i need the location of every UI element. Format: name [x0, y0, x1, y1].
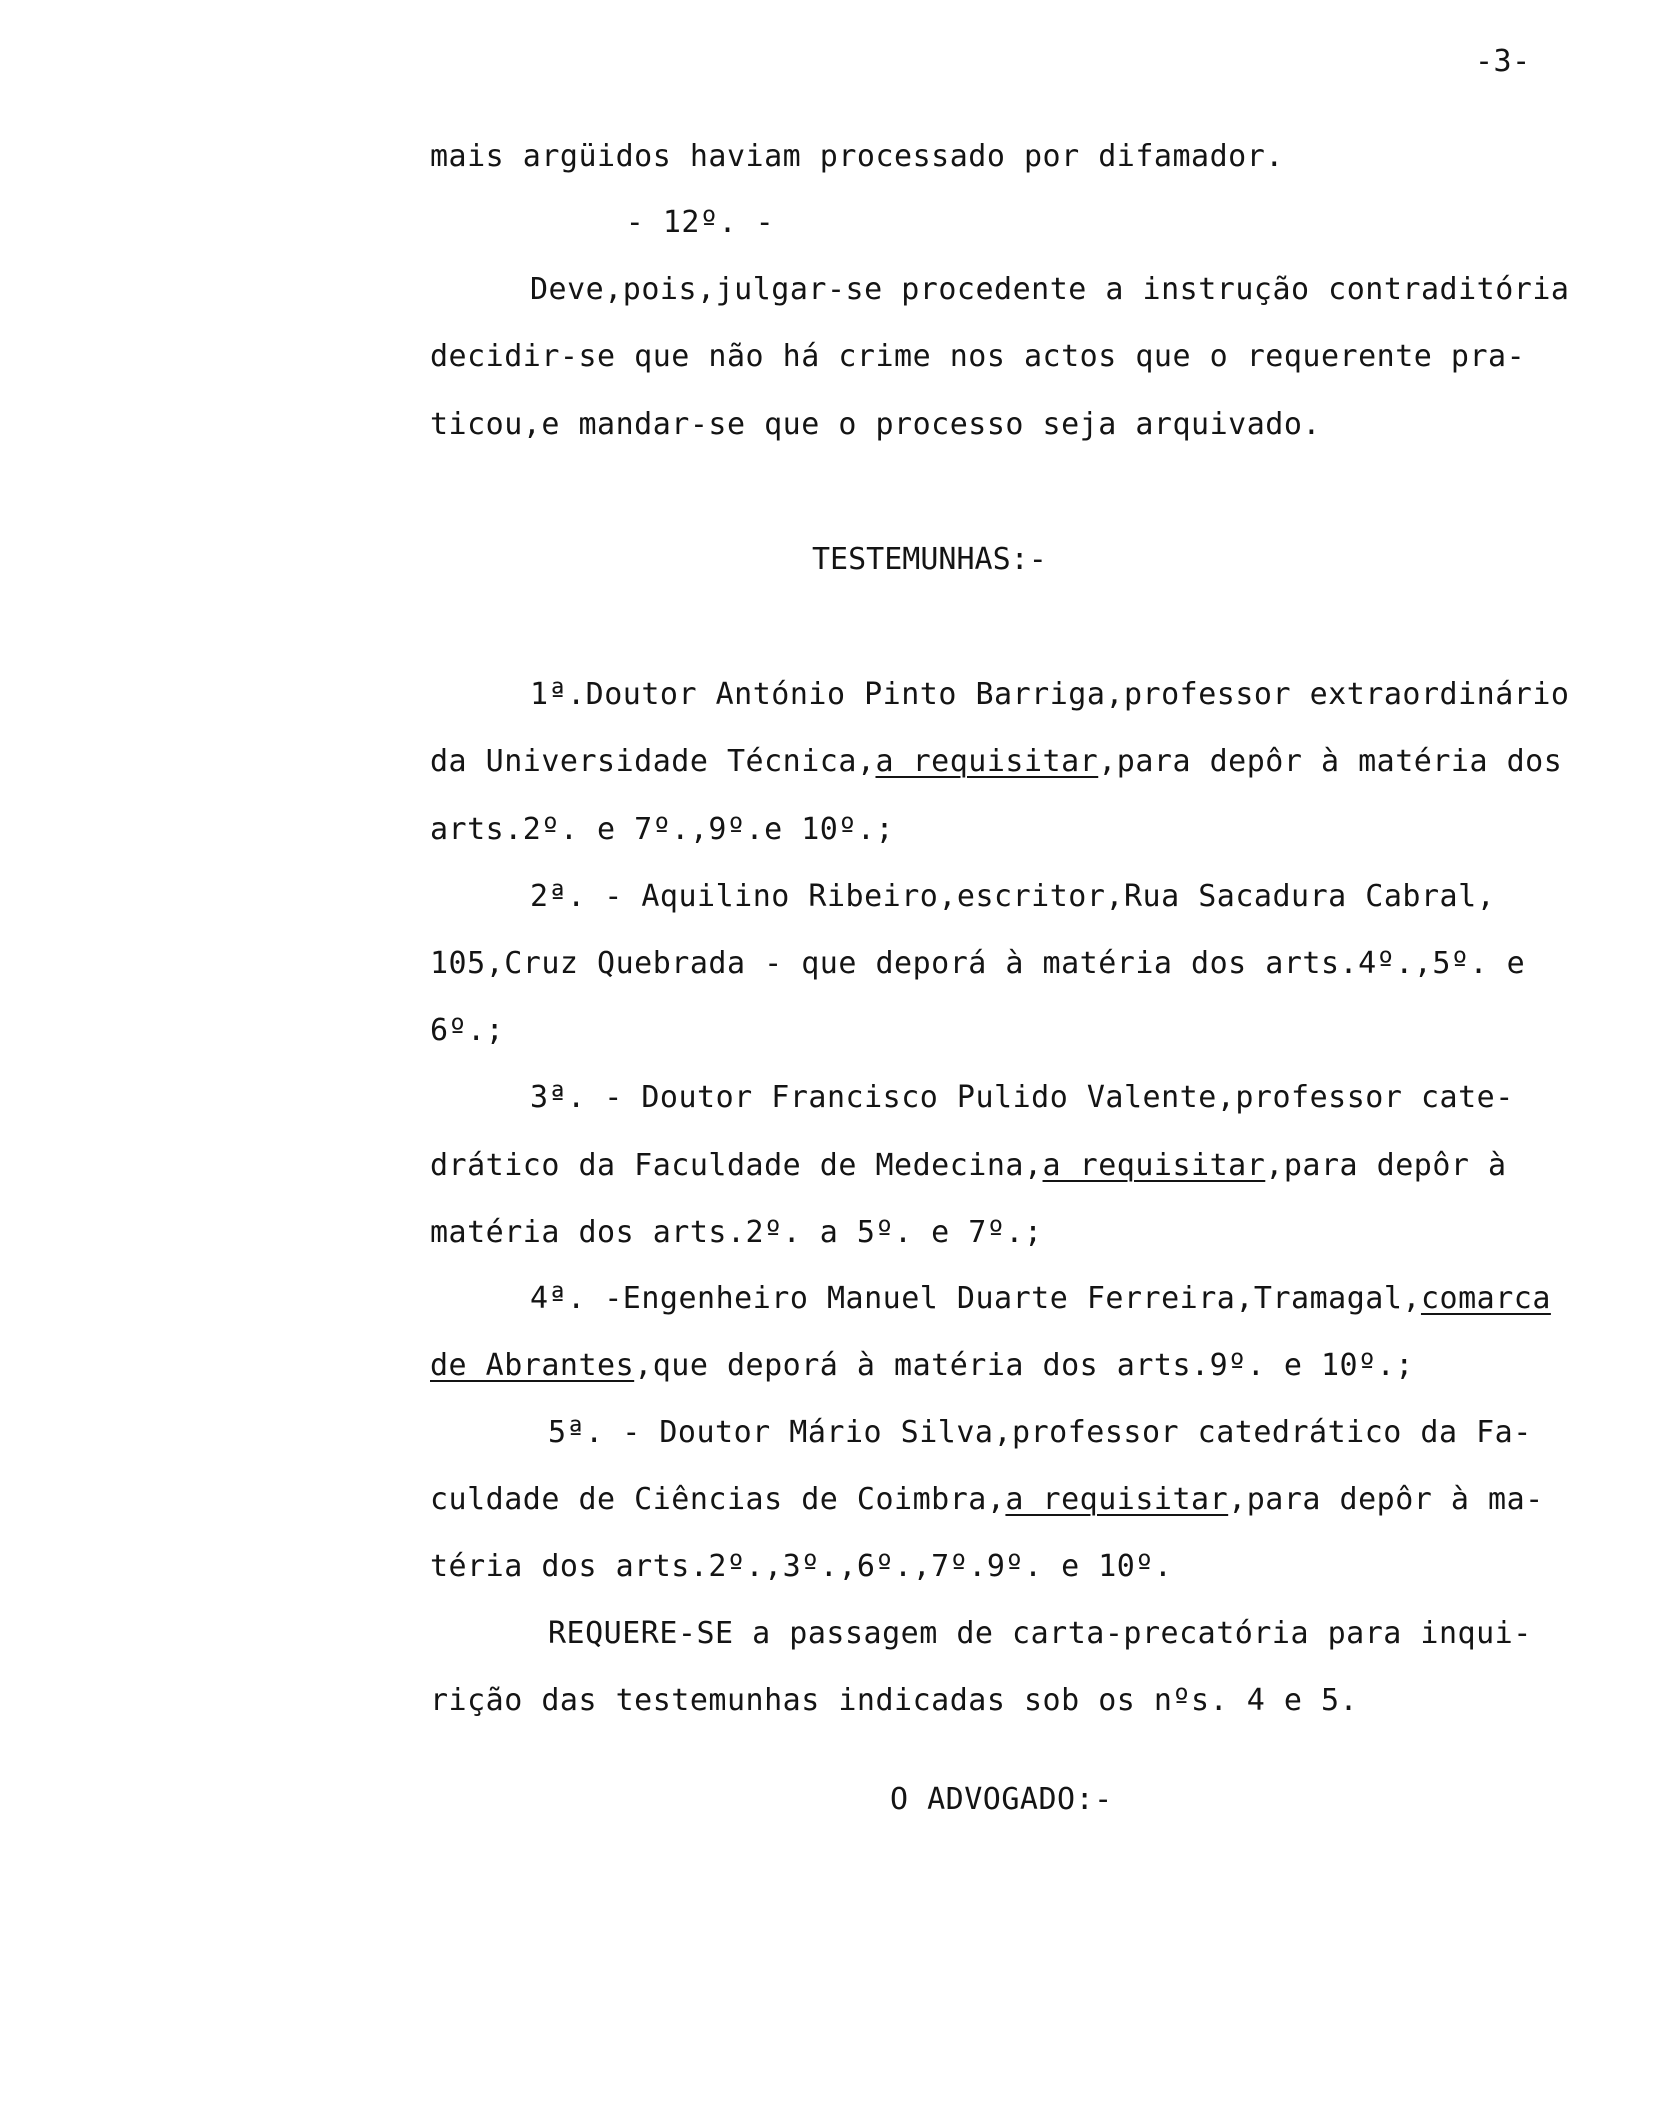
- witness-3-text: drático da Faculdade de Medecina,: [430, 1148, 1043, 1183]
- witness-5-line-3: téria dos arts.2º.,3º.,6º.,7º.9º. e 10º.: [430, 1549, 1173, 1584]
- witness-4-line-1: [530, 1279, 1551, 1319]
- witness-4-line-2: [430, 1346, 1414, 1386]
- paragraph-tail: mais argüidos haviam processado por difamador.: [430, 139, 1284, 174]
- witness-3-line-2: [430, 1146, 1507, 1186]
- page-number: -3-: [1475, 44, 1531, 79]
- conclusion-line-3: ticou,e mandar-se que o processo seja arquivado.: [430, 407, 1321, 442]
- witness-4-abrantes: de Abrantes: [430, 1348, 635, 1383]
- witness-2-line-2: 105,Cruz Quebrada - que deporá à matéria dos arts.4º.,5º. e: [430, 946, 1526, 981]
- witness-3-text-cont: ,para depôr à: [1265, 1148, 1507, 1183]
- witness-2-line-1: 2ª. - Aquilino Ribeiro,escritor,Rua Sacadura Cabral,: [530, 879, 1496, 914]
- witness-5-text-cont: ,para depôr à ma-: [1228, 1482, 1544, 1517]
- signature-label: O ADVOGADO:-: [890, 1782, 1113, 1817]
- witness-2-line-3: 6º.;: [430, 1013, 505, 1048]
- witness-4-text: 4ª. -Engenheiro Manuel Duarte Ferreira,Tramagal,: [530, 1281, 1421, 1316]
- witnesses-heading: TESTEMUNHAS:-: [812, 542, 1047, 577]
- witness-3-line-1: 3ª. - Doutor Francisco Pulido Valente,professor cate-: [530, 1080, 1514, 1115]
- section-number: - 12º. -: [625, 205, 775, 240]
- witness-5-line-2: [430, 1480, 1544, 1520]
- witness-3-requisition: a requisitar: [1042, 1148, 1266, 1183]
- witness-1-line-2: [430, 742, 1562, 782]
- conclusion-line-2: decidir-se que não há crime nos actos que o requerente pra-: [430, 339, 1526, 374]
- witness-4-comarca: comarca: [1420, 1281, 1551, 1316]
- witness-3-line-3: matéria dos arts.2º. a 5º. e 7º.;: [430, 1215, 1043, 1250]
- witness-1-requisition: a requisitar: [875, 744, 1099, 779]
- witness-1-text-cont: ,para depôr à matéria dos: [1098, 744, 1563, 779]
- conclusion-line-1: Deve,pois,julgar-se procedente a instrução contraditória: [530, 272, 1570, 307]
- request-line-2: rição das testemunhas indicadas sob os nºs. 4 e 5.: [430, 1683, 1359, 1718]
- witness-4-text-cont: ,que deporá à matéria dos arts.9º. e 10º.;: [634, 1348, 1414, 1383]
- witness-1-line-1: 1ª.Doutor António Pinto Barriga,professor extraordinário: [530, 677, 1570, 712]
- witness-1-line-3: arts.2º. e 7º.,9º.e 10º.;: [430, 812, 895, 847]
- witness-5-requisition: a requisitar: [1005, 1482, 1229, 1517]
- witness-5-line-1: 5ª. - Doutor Mário Silva,professor catedrático da Fa-: [548, 1415, 1532, 1450]
- request-line-1: REQUERE-SE a passagem de carta-precatória para inqui-: [548, 1616, 1532, 1651]
- witness-5-text: culdade de Ciências de Coimbra,: [430, 1482, 1006, 1517]
- witness-1-text: da Universidade Técnica,: [430, 744, 876, 779]
